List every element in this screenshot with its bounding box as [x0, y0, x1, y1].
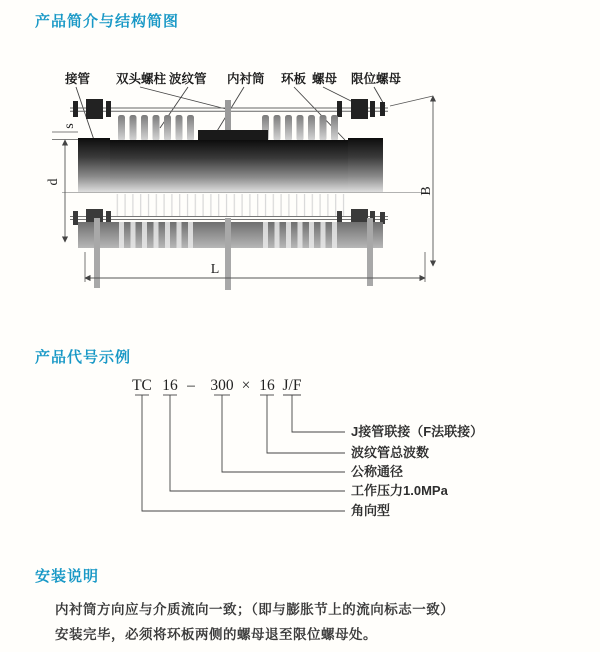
installation-note-line1: 内衬筒方向应与介质流向一致；（即与膨胀节上的流向标志一致） [55, 602, 455, 617]
svg-text:L: L [210, 262, 220, 277]
section-title-installation: 安装说明 [35, 568, 100, 585]
label-pipe-end: 接管 [65, 72, 91, 86]
code-token-waves: 16 [259, 377, 275, 394]
code-token-dash: – [187, 377, 195, 394]
dimension-B [390, 96, 434, 266]
legend-diameter: 公称通径 [351, 464, 404, 479]
legend-connection: J接管联接（F法联接） [351, 424, 484, 439]
label-stud-bolt: 双头螺柱 [116, 72, 167, 86]
dimension-L [85, 252, 425, 282]
code-token-pressure: 16 [162, 377, 178, 394]
code-token-diameter: 300 [210, 377, 234, 394]
svg-text:B: B [419, 186, 434, 196]
section-title-code-example: 产品代号示例 [35, 349, 132, 366]
joint-body-upper [78, 138, 383, 192]
inner-liner-band [198, 130, 268, 140]
product-code-diagram [120, 376, 540, 526]
code-token-times: × [241, 377, 251, 394]
code-tokens [132, 377, 302, 394]
legend-wave-count: 波纹管总波数 [351, 445, 430, 460]
legend-type: 角向型 [351, 503, 391, 518]
diagram-part-labels [64, 71, 402, 86]
label-inner-liner: 内衬筒 [227, 72, 265, 86]
installation-note-line2: 安装完毕，必须将环板两侧的螺母退至限位螺母处。 [55, 627, 377, 642]
svg-text:d: d [46, 178, 61, 186]
label-bellows: 波纹管 [169, 72, 207, 86]
label-nut: 螺母 [312, 72, 338, 86]
svg-text:s: s [62, 123, 77, 129]
installation-notes [55, 597, 454, 647]
dimension-d [46, 140, 65, 242]
structure-diagram [28, 66, 448, 306]
section-title-product-intro: 产品简介与结构简图 [35, 13, 180, 30]
dimension-s [52, 123, 78, 139]
code-token-connect: J/F [282, 377, 302, 394]
code-token-type: TC [132, 377, 152, 394]
legend-pressure: 工作压力1.0MPa [351, 483, 448, 498]
joint-body-lower [70, 194, 388, 290]
code-connector-lines [135, 395, 345, 511]
code-legend [351, 424, 483, 518]
label-limit-nut: 限位螺母 [351, 72, 402, 86]
label-ring-plate: 环板 [281, 72, 307, 86]
